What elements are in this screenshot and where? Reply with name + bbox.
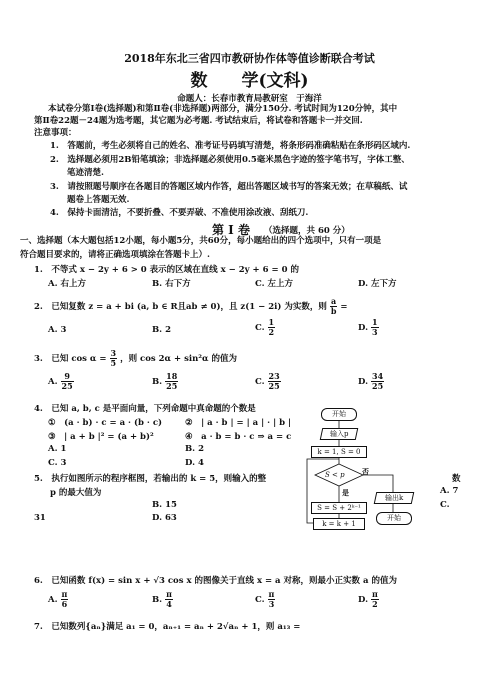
note-2-cont: 笔迹清楚. bbox=[50, 168, 104, 178]
q4-prop-2: ② | a · b | = | a | · | b | bbox=[185, 418, 292, 428]
q4-prop-4: ④ a · b = b · c ⇒ a = c bbox=[185, 432, 292, 442]
part-title: 第 Ⅰ 卷 bbox=[212, 223, 250, 237]
q4-prop-3: ③ | a + b |² = (a + b)² bbox=[48, 432, 154, 442]
q6-option-a: A. $\frac{\pi}{6}$ bbox=[48, 589, 68, 609]
q2-stem bbox=[34, 297, 348, 316]
part-subtitle: （选择题，共 60 分） bbox=[264, 226, 350, 236]
q4-prop-1: ① (a · b) · c = a · (b · c) bbox=[48, 418, 163, 428]
flowchart-update-s: S = S + 2ᵏ⁻¹ bbox=[311, 502, 367, 514]
q5-stem-2: p 的最大值为 bbox=[50, 488, 102, 498]
flowchart-init: k = 1, S = 0 bbox=[311, 446, 367, 458]
q4-stem: 4. 已知 a, b, c 是平面向量，下列命题中真命题的个数是 bbox=[34, 404, 256, 414]
q1-stem: 1. 不等式 x − 2y + 6 > 0 表示的区域在直线 x − 2y + 6 = 0 的 bbox=[34, 265, 299, 275]
q6-option-b: B. $\frac{\pi}{4}$ bbox=[152, 589, 172, 609]
q5-option-d: D. 63 bbox=[152, 513, 177, 523]
flowchart-update-k: k = k + 1 bbox=[313, 518, 365, 530]
intro-line-2: 第Ⅱ卷22题－24题为选考题，其它题为必考题. 考试结束后，将试卷和答题卡一并交回. bbox=[34, 116, 363, 126]
q4-option-a: A. 1 bbox=[48, 444, 67, 454]
author-line: 命题人：长春市教育局教研室 于海洋 bbox=[177, 94, 322, 104]
q2-option-a: A. 3 bbox=[48, 325, 67, 335]
intro-line-1: 本试卷分第Ⅰ卷(选择题)和第Ⅱ卷(非选择题)两部分，满分150分. 考试时间为120分钟，其中 bbox=[48, 104, 398, 114]
q1-option-a: A. 右上方 bbox=[48, 279, 87, 289]
q2-fraction: $\frac{a}{b}$ bbox=[330, 296, 337, 316]
q3-option-c: C. $\frac{23}{25}$ bbox=[255, 371, 280, 391]
q1-option-d: D. 左下方 bbox=[358, 279, 397, 289]
q2-option-d: D. $\frac{1}{3}$ bbox=[358, 317, 378, 337]
q7-stem: 7. 已知数列{aₙ}满足 a₁ = 0，aₙ₊₁ = aₙ + 2√aₙ + 1，则 a₁₃ = bbox=[34, 622, 301, 632]
exam-title: 2018年东北三省四市教研协作体等值诊断联合考试 bbox=[124, 52, 375, 65]
flowchart-end: 开始 bbox=[376, 512, 412, 525]
q6-option-c: C. $\frac{\pi}{3}$ bbox=[255, 589, 275, 609]
q3-stem: 3. 已知 cos α = $\frac{3}{5}$ ，则 cos 2α + sin²α 的值为 bbox=[34, 348, 238, 368]
flowchart-no-label: 否 bbox=[362, 467, 369, 476]
flowchart-output: 输出k bbox=[374, 492, 415, 504]
flowchart-input: 输入p bbox=[320, 428, 359, 440]
note-3: 3. 请按照题号顺序在各题目的答题区域内作答，超出答题区域书写的答案无效；在草稿纸、试 bbox=[50, 182, 408, 192]
notes-heading: 注意事项： bbox=[34, 128, 77, 138]
q6-stem: 6. 已知函数 f(x) = sin x + √3 cos x 的图像关于直线 x = a 对称，则最小正实数 a 的值为 bbox=[34, 576, 397, 586]
q4-option-c: C. 3 bbox=[48, 458, 67, 468]
note-2: 2. 选择题必须用2B铅笔填涂；非选择题必须使用0.5毫米黑色字迹的签字笔书写，字体工整、 bbox=[50, 155, 410, 165]
q5-option-a: A. 7 bbox=[440, 486, 459, 496]
q4-option-b: B. 2 bbox=[185, 444, 205, 454]
q2-tail: = bbox=[340, 302, 348, 312]
note-1: 1. 答题前，考生必须将自己的姓名、准考证号码填写清楚，将条形码准确粘贴在条形码区域内. bbox=[50, 141, 411, 151]
q2-option-c: C. $\frac{1}{2}$ bbox=[255, 317, 275, 337]
flowchart-start: 开始 bbox=[321, 408, 357, 421]
q4-option-d: D. 4 bbox=[185, 458, 204, 468]
q3-option-d: D. $\frac{34}{25}$ bbox=[358, 371, 384, 391]
q5-option-b: B. 15 bbox=[152, 500, 177, 510]
q5-option-c-value: 31 bbox=[34, 513, 46, 523]
q2-option-b: B. 2 bbox=[152, 325, 172, 335]
section-line-1: 一、选择题（本大题包括12小题，每小题5分，共60分，每小题给出的四个选项中，只有一项是 bbox=[20, 236, 382, 246]
subject-title: 数 学(文科) bbox=[190, 71, 309, 91]
q5-stem-tail: 数 bbox=[452, 474, 461, 484]
q5-stem-1: 5. 执行如图所示的程序框图，若输出的 k = 5，则输入的整 bbox=[34, 474, 267, 484]
q1-option-b: B. 右下方 bbox=[152, 279, 191, 289]
q3-option-b: B. $\frac{18}{25}$ bbox=[152, 371, 178, 391]
q3-option-a: A. $\frac{9}{25}$ bbox=[48, 371, 73, 391]
q2-text: 2. 已知复数 z = a + bi (a, b ∈ R且ab ≠ 0)，且 z(1 − 2i) 为实数，则 bbox=[34, 302, 327, 312]
flowchart-condition: S < p bbox=[325, 471, 345, 479]
q5-option-c: C. bbox=[440, 500, 450, 510]
q1-option-c: C. 左上方 bbox=[255, 279, 294, 289]
q6-option-d: D. $\frac{\pi}{2}$ bbox=[358, 589, 378, 609]
section-line-2: 符合题目要求的，请将正确选项填涂在答题卡上）. bbox=[20, 250, 210, 260]
note-4: 4. 保持卡面清洁，不要折叠、不要弄破、不准使用涂改液、刮纸刀. bbox=[50, 208, 309, 218]
flowchart-yes-label: 是 bbox=[342, 488, 349, 497]
note-3-cont: 题卷上答题无效. bbox=[50, 195, 130, 205]
